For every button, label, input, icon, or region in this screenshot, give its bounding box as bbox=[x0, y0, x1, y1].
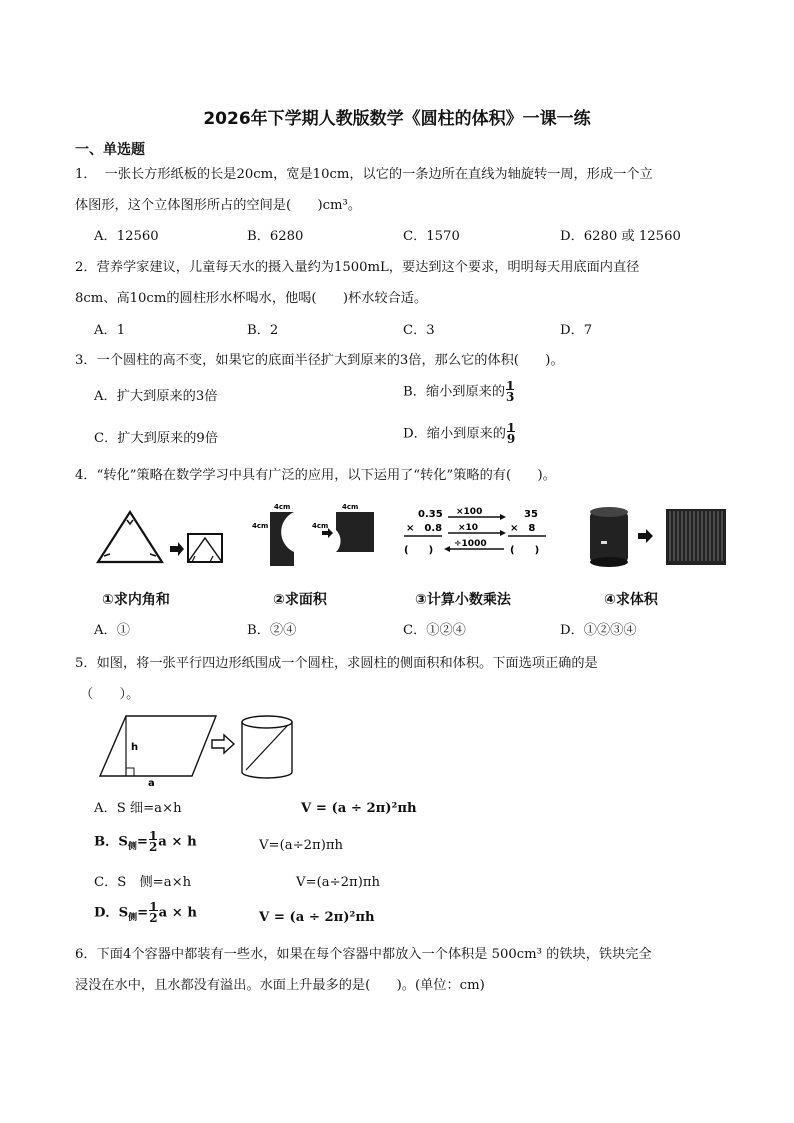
q4-option-d[interactable]: D．①②③④ bbox=[560, 623, 637, 638]
triangle-figure bbox=[92, 508, 227, 568]
volume-transform-figure bbox=[586, 503, 731, 571]
fraction-denominator: 2 bbox=[148, 840, 158, 854]
decimal-multiplication-figure bbox=[400, 505, 560, 565]
q5-option-b-volume: V=(a÷2π)πh bbox=[259, 838, 343, 853]
lateral-area-formula: A．S 细=a×h bbox=[94, 801, 182, 816]
question-text: 营养学家建议，儿童每天水的摄入量约为1500mL，要达到这个要求，明明每天用底面内直径 bbox=[96, 260, 640, 275]
q1-option-d[interactable]: D．6280 或 12560 bbox=[560, 229, 681, 244]
factor-1: 0.35 bbox=[418, 509, 443, 520]
caption-area: ②求面积 bbox=[273, 592, 327, 608]
question-3 bbox=[75, 352, 564, 370]
fraction-one-third bbox=[506, 381, 514, 403]
integer-product-blank: ( ) bbox=[510, 545, 540, 556]
q4-option-c[interactable]: C．①②④ bbox=[403, 623, 466, 638]
scale-up-2: ×10 bbox=[458, 523, 479, 533]
q4-option-a[interactable]: A．① bbox=[94, 623, 130, 638]
fraction-numerator: 1 bbox=[148, 829, 158, 843]
q2-option-d[interactable]: D．7 bbox=[560, 323, 593, 338]
question-number: 3． bbox=[75, 353, 97, 368]
page-title: 2026年下学期人教版数学《圆柱的体积》一课一练 bbox=[203, 109, 591, 129]
equals: = bbox=[136, 834, 148, 850]
fraction-numerator: 1 bbox=[506, 379, 515, 393]
q5-option-a-volume: V = (a ÷ 2π)²πh bbox=[301, 801, 417, 816]
fraction-denominator: 9 bbox=[506, 432, 516, 446]
scale-up-1: ×100 bbox=[456, 507, 483, 517]
q3-option-d[interactable] bbox=[403, 423, 516, 445]
integer-factor-2: × 8 bbox=[510, 523, 536, 534]
q5-option-c-volume: V=(a÷2π)πh bbox=[296, 875, 380, 890]
question-number: 1． bbox=[75, 167, 97, 182]
length-label: 4cm bbox=[342, 503, 359, 511]
scale-down: ÷1000 bbox=[454, 539, 487, 549]
question-text: 如图，将一张平行四边形纸围成一个圆柱，求圆柱的侧面积和体积。下面选项正确的是 bbox=[96, 656, 598, 671]
question-6 bbox=[75, 946, 652, 964]
equals: = bbox=[137, 905, 149, 921]
question-text: 一张长方形纸板的长是20cm，宽是10cm，以它的一条边所在直线为轴旋转一周，形成一个立 bbox=[104, 167, 653, 182]
question-1-line2: 体图形，这个立体图形所占的空间是( )cm³。 bbox=[75, 198, 362, 213]
subscript-side: 侧 bbox=[128, 913, 138, 924]
fraction-one-half bbox=[149, 902, 157, 924]
question-text: “转化”策略在数学学习中具有广泛的应用，以下运用了“转化”策略的有( )。 bbox=[96, 468, 556, 483]
question-4 bbox=[75, 467, 556, 485]
length-label: 4cm bbox=[312, 522, 329, 530]
question-2 bbox=[75, 259, 639, 277]
lateral-area-formula: a × h bbox=[158, 834, 197, 850]
base-label: a bbox=[148, 778, 155, 787]
caption-decimal-multiplication: ③计算小数乘法 bbox=[415, 592, 511, 608]
caption-interior-angles: ①求内角和 bbox=[102, 592, 170, 608]
option-label: D．S bbox=[94, 905, 129, 921]
q4-option-b[interactable]: B．②④ bbox=[247, 623, 297, 638]
section-heading: 一、单选题 bbox=[75, 142, 145, 158]
fraction-numerator: 1 bbox=[506, 421, 516, 435]
area-transform-figure bbox=[252, 500, 382, 572]
question-5 bbox=[75, 655, 598, 673]
fraction-denominator: 3 bbox=[506, 390, 515, 404]
length-label: 4cm bbox=[274, 503, 291, 511]
question-5-line2: （ ）。 bbox=[80, 687, 140, 702]
q3-option-a[interactable]: A．扩大到原来的3倍 bbox=[94, 389, 218, 404]
fraction-denominator: 2 bbox=[149, 911, 158, 925]
question-number: 2． bbox=[75, 260, 97, 275]
question-text: 下面4个容器中都装有一些水，如果在每个容器中都放入一个体积是 500cm³ 的铁块，铁块完全 bbox=[96, 947, 652, 962]
length-label: 4cm bbox=[252, 522, 269, 530]
q1-option-b[interactable]: B．6280 bbox=[247, 229, 304, 244]
lateral-area-formula: a × h bbox=[158, 905, 197, 921]
option-label: B．S bbox=[94, 834, 128, 850]
product-blank: ( ) bbox=[404, 545, 434, 556]
lateral-area-formula: C．S 侧=a×h bbox=[94, 875, 192, 890]
q3-option-b[interactable] bbox=[403, 381, 515, 403]
question-1 bbox=[75, 166, 653, 184]
q5-option-a[interactable] bbox=[94, 800, 182, 818]
fraction-numerator: 1 bbox=[149, 900, 158, 914]
question-number: 6． bbox=[75, 947, 97, 962]
fraction-one-half bbox=[149, 831, 157, 853]
question-6-line2: 浸没在水中，且水都没有溢出。水面上升最多的是( )。(单位：cm) bbox=[75, 978, 485, 993]
integer-factor-1: 35 bbox=[524, 509, 538, 520]
question-2-line2: 8cm、高10cm的圆柱形水杯喝水，他喝( )杯水较合适。 bbox=[75, 291, 428, 306]
q5-option-c[interactable] bbox=[94, 874, 191, 892]
factor-2: × 0.8 bbox=[406, 523, 443, 534]
question-number: 4． bbox=[75, 468, 97, 483]
caption-volume: ④求体积 bbox=[604, 592, 658, 608]
option-text: B．缩小到原来的 bbox=[403, 384, 506, 400]
height-label: h bbox=[131, 742, 139, 753]
q5-option-b[interactable] bbox=[94, 831, 197, 856]
subscript-side: 侧 bbox=[127, 842, 137, 853]
q5-option-d[interactable] bbox=[94, 902, 197, 927]
q2-option-a[interactable]: A．1 bbox=[94, 323, 126, 338]
question-text: 一个圆柱的高不变，如果它的底面半径扩大到原来的3倍，那么它的体积( )。 bbox=[96, 353, 564, 368]
q1-option-c[interactable]: C．1570 bbox=[403, 229, 460, 244]
question-number: 5． bbox=[75, 656, 97, 671]
parallelogram-cylinder-figure bbox=[96, 712, 296, 787]
q1-option-a[interactable]: A．12560 bbox=[94, 229, 159, 244]
q2-option-b[interactable]: B．2 bbox=[247, 323, 279, 338]
q2-option-c[interactable]: C．3 bbox=[403, 323, 435, 338]
q5-option-d-volume: V = (a ÷ 2π)²πh bbox=[259, 910, 375, 925]
q3-option-c[interactable]: C．扩大到原来的9倍 bbox=[94, 431, 218, 446]
option-text: D．缩小到原来的 bbox=[403, 426, 506, 442]
fraction-one-ninth bbox=[507, 423, 515, 445]
